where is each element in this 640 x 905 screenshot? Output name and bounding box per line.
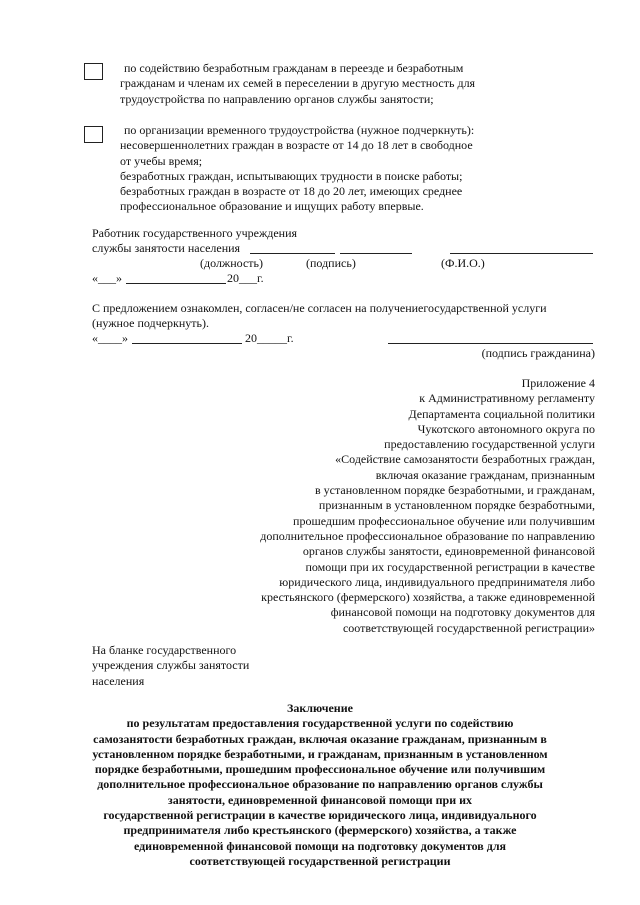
appendix-line: соответствующей государственной регистрации» <box>342 620 595 635</box>
appendix-line: включая оказание гражданам, признанным <box>375 467 595 482</box>
citizen-signature-label: (подпись гражданина) <box>481 346 595 360</box>
appendix-line: крестьянского (фермерского) хозяйства, а также единовременной <box>261 590 595 605</box>
label-fio: (Ф.И.О.) <box>441 256 485 270</box>
option-temporary-employment-text <box>120 123 474 215</box>
option-line: безработных граждан в возрасте от 18 до 20 лет, имеющих среднее <box>120 184 463 199</box>
appendix-line: Приложение 4 <box>521 376 595 390</box>
conclusion-line: установленном порядке безработными, и гражданам, признанным в установленном <box>92 746 548 761</box>
acquaint-date-day: «____» <box>92 331 128 345</box>
acquaint-date-year: 20_____г. <box>245 331 294 345</box>
option-line: по организации временного трудоустройства (нужное подчеркнуть): <box>124 123 475 137</box>
appendix-line: «Содействие самозанятости безработных граждан, <box>335 452 595 467</box>
label-signature: (подпись) <box>306 256 356 270</box>
appendix-block <box>260 376 595 636</box>
conclusion-heading: Заключение <box>287 701 353 715</box>
appendix-line: предоставлению государственной услуги <box>384 437 595 452</box>
worker-title-line2: службы занятости населения <box>92 241 241 255</box>
label-position: (должность) <box>200 256 263 270</box>
letterhead-note <box>92 643 249 689</box>
appendix-line: признанным в установленном порядке безработными, <box>318 498 595 513</box>
appendix-line: к Административному регламенту <box>419 391 595 406</box>
appendix-line: юридического лица, индивидуального предпринимателя либо <box>279 574 595 589</box>
letterhead-line: населения <box>92 673 145 688</box>
appendix-line: прошедшим профессиональное обучение или получившим <box>293 513 595 528</box>
option-line: профессиональное образование и ищущих работу впервые. <box>120 199 424 214</box>
conclusion-line: дополнительное профессиональное образование по направлению органов службы <box>97 777 543 792</box>
appendix-line: в установленном порядке безработными, и гражданам, <box>315 483 595 498</box>
option-relocation-text <box>120 61 475 107</box>
option-line: трудоустройства по направлению органов службы занятости; <box>120 91 434 106</box>
conclusion-title <box>60 701 580 869</box>
conclusion-line: соответствующей государственной регистрации <box>189 853 451 868</box>
conclusion-line: занятости, единовременной финансовой помощи при их <box>167 792 473 807</box>
acquaint-line1: С предложением ознакомлен, согласен/не согласен на получениегосударственной услуги <box>92 301 547 315</box>
checkbox-temporary-employment[interactable] <box>84 126 103 143</box>
option-line: гражданам и членам их семей в переселении в другую местность для <box>120 76 476 91</box>
option-line: по содействию безработным гражданам в переезде и безработным <box>124 61 464 75</box>
letterhead-line: учреждения службы занятости <box>92 658 250 673</box>
worker-date-month-field[interactable] <box>126 283 226 284</box>
option-line: от учебы время; <box>120 153 203 168</box>
letterhead-line: На бланке государственного <box>92 643 237 657</box>
position-field[interactable] <box>250 253 335 254</box>
option-line: безработных граждан, испытывающих трудности в поиске работы; <box>120 168 463 183</box>
appendix-line: помощи при их государственной регистрации в качестве <box>305 559 595 574</box>
conclusion-line: государственной регистрации в качестве юридического лица, индивидуального <box>103 808 537 823</box>
conclusion-line: по результатам предоставления государственной услуги по содействию <box>126 716 514 731</box>
fio-field[interactable] <box>450 253 593 254</box>
acquaint-date-month-field[interactable] <box>132 343 242 344</box>
conclusion-line: порядке безработными, прошедшим профессиональное обучение или получившим <box>94 762 546 777</box>
appendix-line: органов службы занятости, единовременной финансовой <box>302 544 595 559</box>
worker-date-year: 20___г. <box>227 271 264 285</box>
checkbox-relocation[interactable] <box>84 63 103 80</box>
appendix-line: Чукотского автономного округа по <box>417 421 595 436</box>
citizen-signature-field[interactable] <box>388 343 593 344</box>
conclusion-line: единовременной финансовой помощи на подготовку документов для <box>133 838 507 853</box>
appendix-line: финансовой помощи на подготовку документов для <box>330 605 595 620</box>
signature-field[interactable] <box>340 253 412 254</box>
appendix-line: Департамента социальной политики <box>408 406 595 421</box>
conclusion-line: самозанятости безработных граждан, включая оказание гражданам, признанным в <box>93 731 547 746</box>
acquaint-line2: (нужное подчеркнуть). <box>92 316 209 330</box>
conclusion-line: предпринимателя либо крестьянского (фермерского) хозяйства, а также <box>123 823 517 838</box>
worker-title-line1: Работник государственного учреждения <box>92 226 298 240</box>
worker-date-day: «___» <box>92 271 122 285</box>
appendix-line: дополнительное профессиональное образование по направлению <box>260 528 595 543</box>
option-line: несовершеннолетних граждан в возрасте от 14 до 18 лет в свободное <box>120 138 473 153</box>
